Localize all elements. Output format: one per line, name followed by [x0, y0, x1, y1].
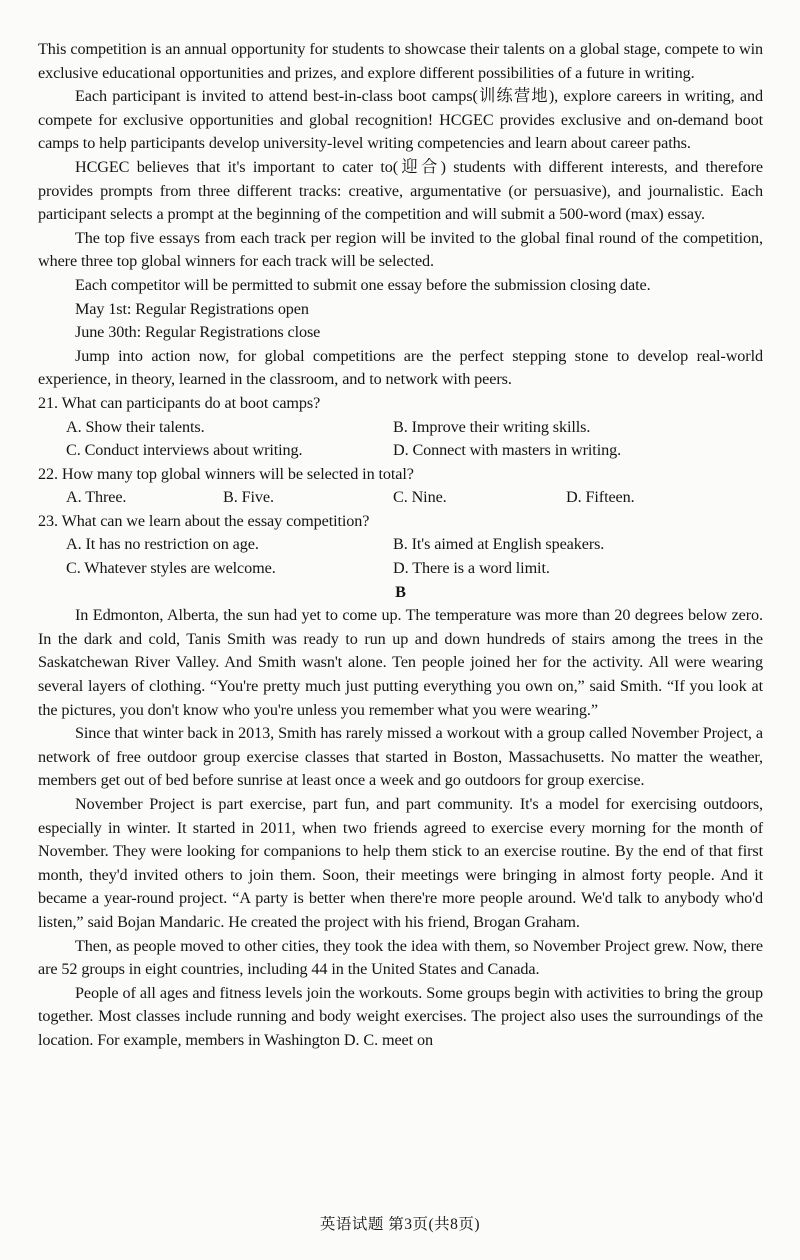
registration-open-date: May 1st: Regular Registrations open [75, 299, 309, 318]
question-options [66, 533, 763, 580]
passage-b-paragraph: Since that winter back in 2013, Smith has rarely missed a workout with a group called November Project, a network of free outdoor group exercise classes that started in Boston, Massachusetts. No matter the weather, members get out of bed before sunrise at least once a week and go outdoors for group exercise. [38, 724, 763, 790]
passage-b-paragraph: November Project is part exercise, part fun, and part community. It's a model for exercising outdoors, especially in winter. It started in 2011, when two friends agreed to exercise every morning for the month of November. They were looking for companions to help them stick to an exercise routine. By the end of that first month, they'd invited others to join them. Soon, their meetings were bringing in almost forty people. And it became a year-round project. “A party is better when there're more people around. We'd talk to anybody who'd listen,” said Bojan Mandaric. He created the project with his friend, Brogan Graham. [38, 795, 763, 931]
passage-a-paragraph: Each competitor will be permitted to submit one essay before the submission closing date. [75, 275, 651, 294]
option-d[interactable]: D. There is a word limit. [393, 559, 550, 578]
question-21 [38, 392, 763, 463]
question-options [66, 416, 763, 463]
question-stem: 22. How many top global winners will be selected in total? [38, 464, 414, 483]
passage-a-closing: Jump into action now, for global competitions are the perfect stepping stone to develop real-world experience, in theory, learned in the classroom, and to network with peers. [38, 346, 763, 389]
passage-a-paragraph: Each participant is invited to attend best-in-class boot camps(训练营地), explore careers in writing, and compete for exclusive opportunities and global recognition! HCGEC provides exclusive and on-demand boot camps to help participants develop university-level writing competencies and learn about career paths. [38, 87, 763, 153]
option-b[interactable]: B. It's aimed at English speakers. [393, 535, 605, 554]
question-stem: 21. What can participants do at boot camps? [38, 393, 321, 412]
option-b[interactable]: B. Five. [223, 488, 274, 507]
option-d[interactable]: D. Fifteen. [566, 488, 635, 507]
passage-a-paragraph: The top five essays from each track per region will be invited to the global final round of the competition, where three top global winners for each track will be selected. [38, 228, 763, 271]
question-22 [38, 463, 763, 510]
registration-close-date: June 30th: Regular Registrations close [75, 323, 321, 342]
option-c[interactable]: C. Conduct interviews about writing. [66, 441, 303, 460]
passage-a-paragraph: This competition is an annual opportunity for students to showcase their talents on a global stage, compete to win exclusive educational opportunities and prizes, and explore different possibilities of a future in writing. [38, 40, 763, 82]
passage-b-paragraph: In Edmonton, Alberta, the sun had yet to come up. The temperature was more than 20 degrees below zero. In the dark and cold, Tanis Smith was ready to run up and down hundreds of stairs among the trees in the Saskatchewan River Valley. And Smith wasn't alone. Ten people joined her for the activity. All were wearing several layers of clothing. “You're pretty much just putting everything you own on,” said Smith. “If you look at the pictures, you don't know who you're unless you remember what you were wearing.” [38, 606, 763, 719]
option-a[interactable]: A. Three. [66, 488, 127, 507]
question-23 [38, 510, 763, 581]
section-b-heading: B [395, 582, 406, 601]
option-b[interactable]: B. Improve their writing skills. [393, 417, 591, 436]
option-c[interactable]: C. Whatever styles are welcome. [66, 559, 276, 578]
question-options [66, 486, 763, 510]
option-c[interactable]: C. Nine. [393, 488, 447, 507]
page-footer: 英语试题 第3页(共8页) [319, 1216, 481, 1233]
passage-a-paragraph: HCGEC believes that it's important to cater to(迎合) students with different interests, and therefore provides prompts from three different tracks: creative, argumentative (or persuasive), and journalistic. Each participant selects a prompt at the beginning of the competition and will submit a 500-word (max) essay. [38, 157, 763, 224]
question-stem: 23. What can we learn about the essay competition? [38, 511, 370, 530]
passage-b-paragraph: People of all ages and fitness levels join the workouts. Some groups begin with activities to bring the group together. Most classes include running and body weight exercises. The project also uses the surroundings of the location. For example, members in Washington D. C. meet on [38, 983, 763, 1049]
page-content [38, 38, 763, 1053]
option-a[interactable]: A. Show their talents. [66, 417, 205, 436]
option-a[interactable]: A. It has no restriction on age. [66, 535, 259, 554]
passage-b-paragraph: Then, as people moved to other cities, they took the idea with them, so November Project grew. Now, there are 52 groups in eight countries, including 44 in the United States and Canada. [38, 936, 763, 979]
option-d[interactable]: D. Connect with masters in writing. [393, 441, 622, 460]
